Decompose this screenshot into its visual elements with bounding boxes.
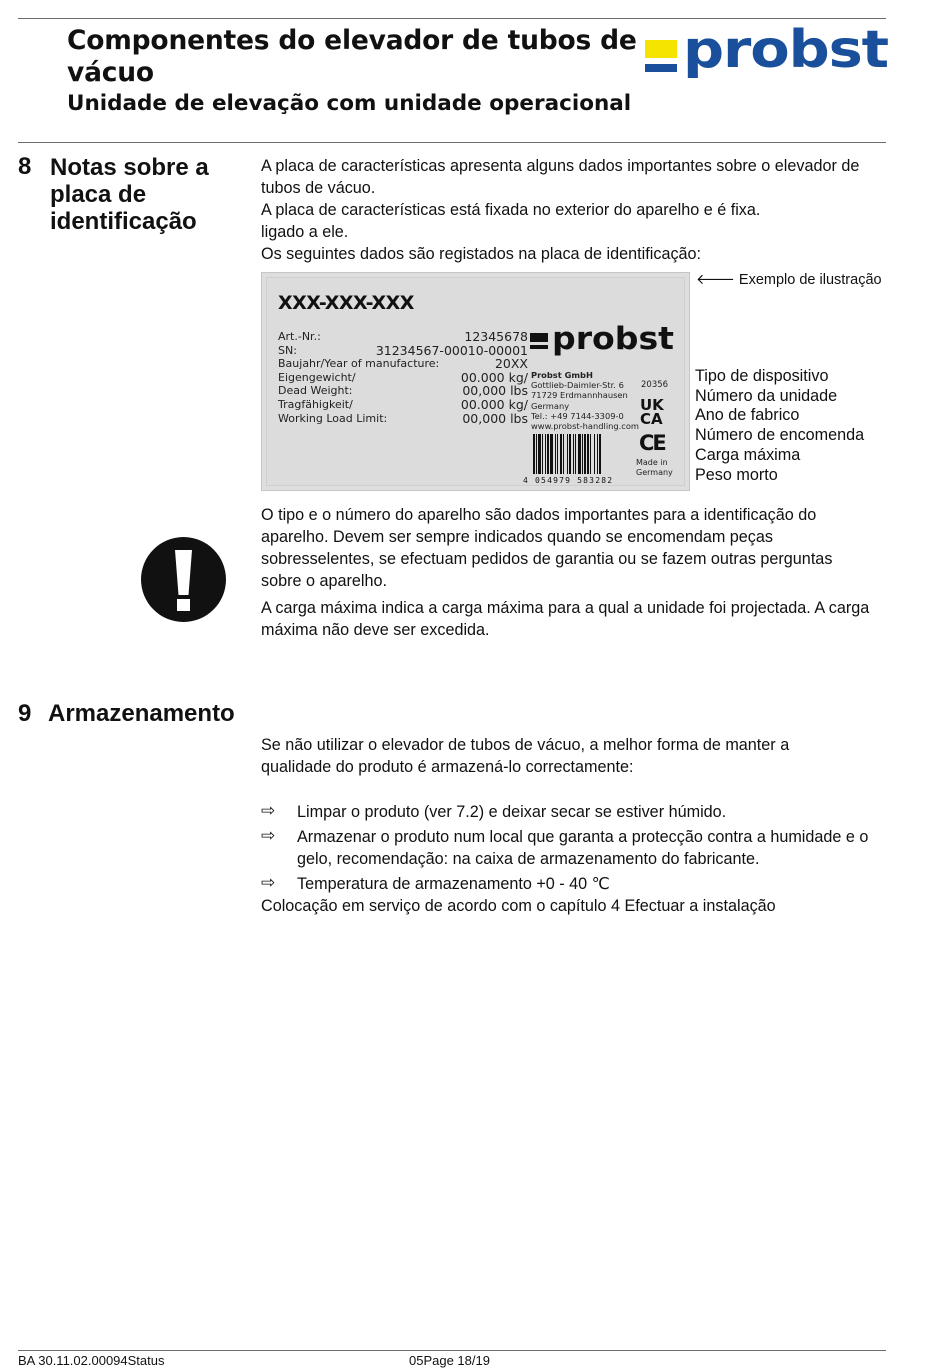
made-in-line: Made in (636, 458, 668, 467)
section-9-intro: Se não utilizar o elevador de tubos de vácuo, a melhor forma de manter a qualidade do produto é armazená-lo correctamente: (261, 736, 790, 776)
barcode-bar (567, 434, 568, 474)
barcode-bar (569, 434, 571, 474)
barcode-digits: 4 054979 583282 (523, 476, 614, 485)
list-item (261, 801, 881, 823)
list-item (261, 873, 881, 895)
nameplate-fields (278, 330, 528, 425)
barcode-bar (587, 434, 589, 474)
nameplate-logo (530, 323, 676, 357)
barcode-bar (557, 434, 558, 474)
legend-item: Número de encomenda (695, 426, 865, 445)
nameplate-illustration (261, 272, 690, 491)
list-item-text: Limpar o produto (ver 7.2) e deixar secar se estiver húmido. (297, 803, 727, 821)
section-8-intro (261, 155, 873, 265)
legend-item: Ano de fabrico (695, 406, 800, 425)
field-value: 00.000 kg/ (460, 369, 528, 385)
nameplate-legend (695, 367, 864, 485)
nameplate-logo-bar-bottom (530, 345, 548, 349)
address-line: www.probst-handling.com (531, 421, 640, 432)
intro-line: Os seguintes dados são registados na placa de identificação: (261, 245, 702, 263)
ce-mark: CE (639, 431, 665, 455)
barcode-bar (599, 434, 601, 474)
arrow-right-icon: ⇨ (261, 826, 276, 846)
section-8-notes (261, 504, 873, 641)
storage-instructions (261, 801, 881, 917)
field-value: 31234567-00010-00001 (375, 342, 528, 358)
made-in-germany (636, 458, 673, 477)
legend-item: Tipo de dispositivo (695, 367, 829, 385)
nameplate-model: XXX-XXX-XXX (278, 292, 414, 314)
logo-text: probst (683, 22, 889, 80)
nameplate-code: 20356 (641, 380, 669, 390)
example-label: Exemplo de ilustração (738, 272, 882, 288)
intro-line: ligado a ele. (261, 223, 349, 241)
page-subtitle: Unidade de elevação com unidade operacional (67, 91, 632, 116)
ukca-top: UK (640, 396, 664, 414)
page-title: Componentes do elevador de tubos de vácuo (67, 25, 637, 88)
arrow-left-icon: 🡐 (696, 272, 735, 288)
footer-rule (18, 1350, 886, 1351)
barcode-bar (563, 434, 564, 474)
address-line: Germany (531, 400, 570, 411)
ukca-mark (640, 398, 670, 426)
field-value: 00.000 kg/ (460, 396, 528, 412)
exclamation-icon (141, 537, 226, 622)
nameplate-address (531, 370, 639, 431)
intro-line: A placa de características apresenta alguns dados importantes sobre o elevador de tubos de vácuo. (261, 157, 860, 197)
probst-logo (645, 22, 890, 84)
list-item-text: Temperatura de armazenamento +0 - 40 ℃ (297, 875, 610, 893)
barcode-bar (545, 434, 546, 474)
section-9-number: 9 (18, 700, 32, 727)
list-item-text: Armazenar o produto num local que garanta a protecção contra a humidade e o gelo, recomendação: na caixa de armazenamento do fabricante. (297, 828, 869, 868)
example-caption (696, 271, 882, 288)
barcode-bar (538, 434, 541, 474)
nameplate-field (278, 344, 528, 358)
address-line: Probst GmbH (531, 370, 593, 380)
note-paragraph: O tipo e o número do aparelho são dados importantes para a identificação do aparelho. Devem ser sempre indicados quando se encomendam peças sobresselentes, se efectuam pedidos de garantia ou se fazem outras perguntas sobre o aparelho. (261, 506, 833, 590)
made-in-line: Germany (636, 467, 673, 477)
section-9-title: Armazenamento (48, 700, 235, 727)
field-value: 12345678 (464, 329, 528, 344)
field-label: SN: (278, 343, 297, 357)
section-8-title: Notas sobre a placa de identificação (50, 154, 209, 235)
barcode-bar (560, 434, 562, 474)
address-line: Tel.: +49 7144-3309-0 (531, 410, 624, 421)
field-label: Tragfähigkeit/ (278, 397, 353, 411)
arrow-right-icon: ⇨ (261, 801, 276, 821)
legend-item: Carga máxima (695, 445, 801, 464)
barcode-bar (550, 434, 553, 474)
note-paragraph: A carga máxima indica a carga máxima para a qual a unidade foi projectada. A carga máxima não deve ser excedida. (261, 599, 870, 639)
field-label: Art.-Nr.: (278, 330, 321, 343)
logo-yellow-bar (645, 40, 677, 58)
closing-line: Colocação em serviço de acordo com o capítulo 4 Efectuar a instalação (261, 897, 776, 915)
header-bottom-rule (18, 142, 886, 143)
barcode-bar (555, 434, 556, 474)
logo-blue-bar (645, 64, 677, 72)
nameplate-field (278, 384, 528, 398)
barcode-bar (547, 434, 549, 474)
field-value: 20XX (494, 356, 528, 372)
barcode-bar (594, 434, 595, 474)
barcode-bar (573, 434, 574, 474)
barcode-bar (597, 434, 598, 474)
barcode-bar (533, 434, 535, 474)
field-value: 00,000 lbs (462, 410, 528, 426)
nameplate-field (278, 412, 528, 426)
barcode-bar (582, 434, 583, 474)
field-value: 00,000 lbs (462, 383, 528, 399)
section-8-number: 8 (18, 153, 32, 180)
ukca-bottom: CA (640, 410, 663, 428)
arrow-right-icon: ⇨ (261, 873, 276, 893)
barcode-bar (536, 434, 537, 474)
barcode-bar (575, 434, 576, 474)
nameplate-inner (266, 277, 685, 486)
field-label: Working Load Limit: (278, 411, 388, 425)
field-label: Baujahr/Year of manufacture: (278, 357, 440, 371)
intro-line: A placa de características está fixada no exterior do aparelho e é fixa. (261, 201, 761, 219)
nameplate-field (278, 371, 528, 385)
list-item (261, 826, 881, 870)
field-label: Eigengewicht/ (278, 370, 356, 384)
barcode-bar (590, 434, 591, 474)
barcode (533, 434, 631, 474)
nameplate-field (278, 330, 528, 344)
address-line: 71729 Erdmannhausen (531, 390, 628, 401)
barcode-bar (542, 434, 543, 474)
legend-item: Número da unidade (695, 386, 838, 405)
barcode-bar (584, 434, 586, 474)
nameplate-field (278, 398, 528, 412)
footer-document-id: BA 30.11.02.00094Status (18, 1353, 165, 1368)
address-line: Gottlieb-Daimler-Str. 6 (531, 380, 624, 391)
nameplate-logo-text: probst (552, 323, 675, 357)
header-top-rule (18, 18, 886, 19)
nameplate-logo-bar-top (530, 333, 548, 342)
nameplate-field (278, 357, 528, 371)
field-label: Dead Weight: (278, 384, 353, 398)
footer-page-number: 05Page 18/19 (409, 1353, 490, 1368)
legend-item: Peso morto (695, 465, 778, 484)
barcode-bar (578, 434, 581, 474)
